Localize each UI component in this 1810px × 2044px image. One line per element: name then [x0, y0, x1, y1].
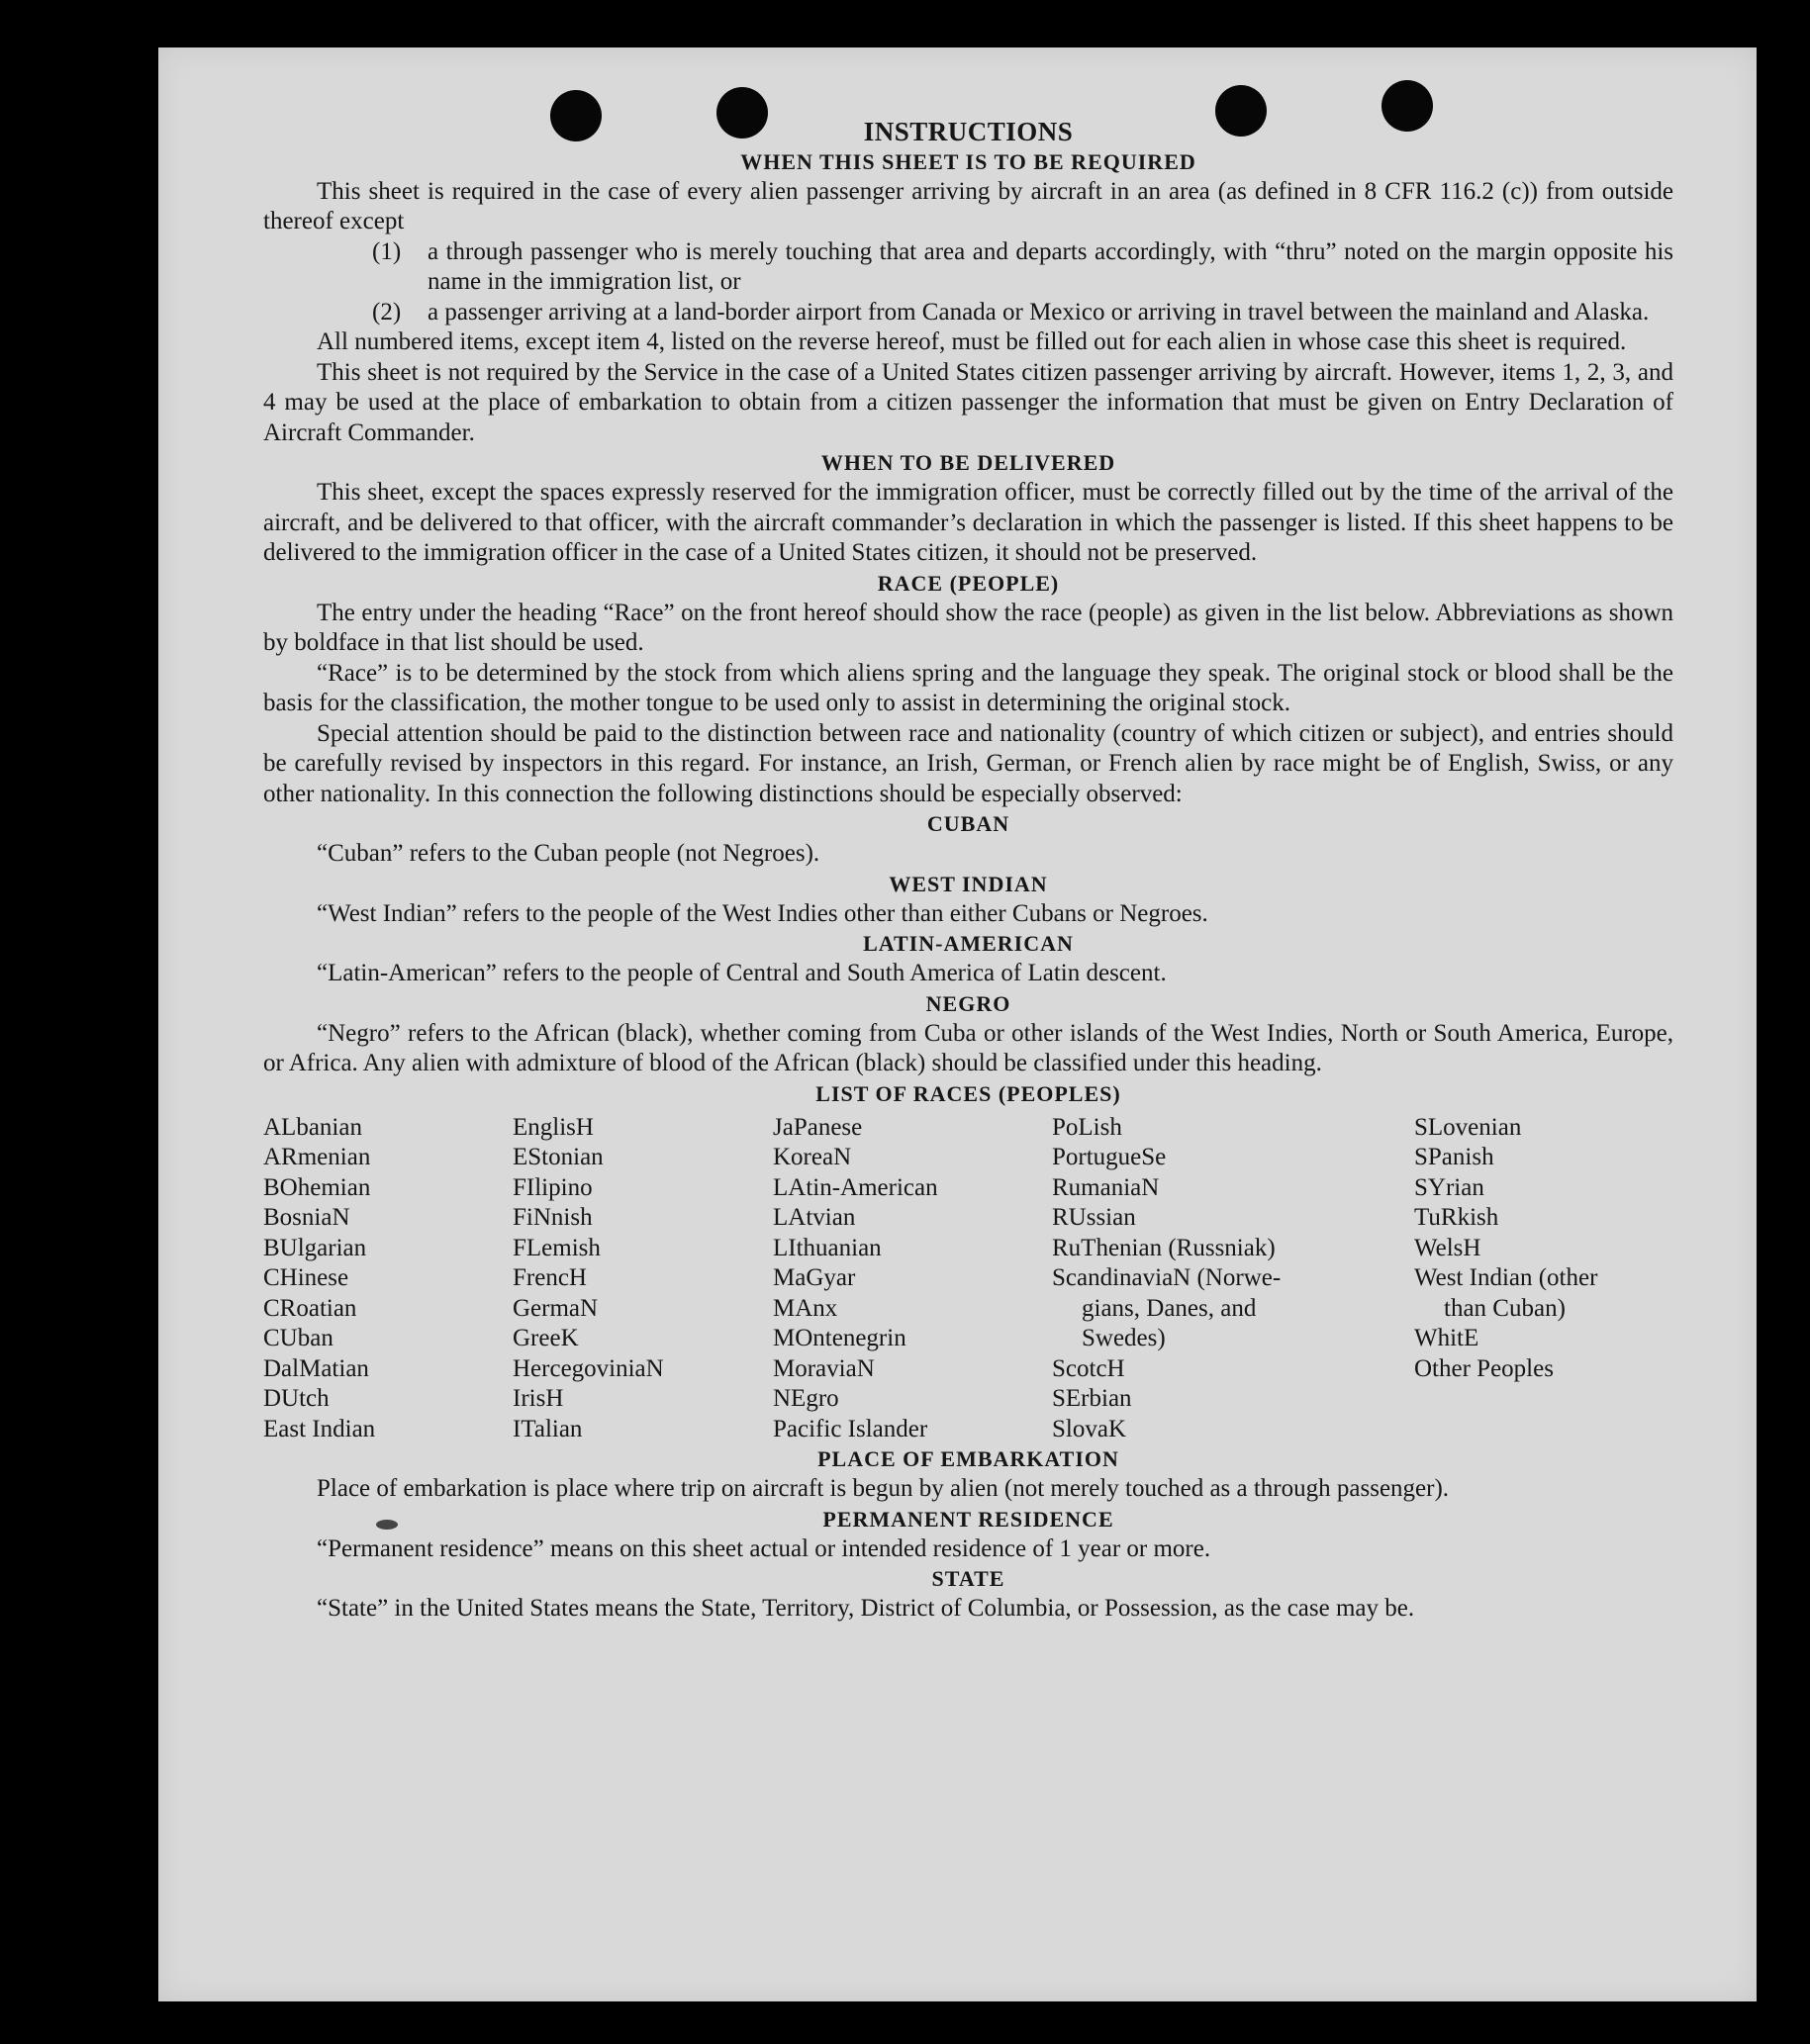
race-entry: ScandinaviaN (Norwe- — [1052, 1264, 1282, 1291]
paragraph: “Race” is to be determined by the stock from which aliens spring and the language they speak. The original stock or blood shall be the basis for the classification, the mother tongue to be used only to assist in determining the original stock. — [263, 659, 1673, 716]
paragraph: “Negro” refers to the African (black), whether coming from Cuba or other islands of the West Indies, North or South America, Europe, or Africa. Any alien with admixture of blood of the African (black) should be classified under this heading. — [263, 1019, 1673, 1076]
race-entry: DUtch — [263, 1385, 330, 1412]
race-entry: than Cuban) — [1444, 1294, 1566, 1322]
heading-list-of-races: LIST OF RACES (PEOPLES) — [815, 1080, 1121, 1106]
heading-required: WHEN THIS SHEET IS TO BE REQUIRED — [740, 148, 1196, 174]
race-entry: LAtin-American — [773, 1173, 938, 1201]
page-title: INSTRUCTIONS — [863, 117, 1074, 146]
race-entry: MAnx — [773, 1294, 838, 1322]
race-entry: Swedes) — [1082, 1325, 1166, 1351]
race-entry: SPanish — [1414, 1144, 1494, 1170]
item-text: a through passenger who is merely touching that area and departs accordingly, with “thru” noted on the margin opposite his name in the immigration list, or — [428, 237, 1673, 295]
numbered-item — [263, 237, 1673, 298]
paragraph: All numbered items, except item 4, listed on the reverse hereof, must be filled out for each alien in whose case this sheet is required. — [317, 328, 1627, 355]
paragraph: Special attention should be paid to the distinction between race and nationality (country of which citizen or subject), and entries should be carefully revised by inspectors in this regard. For instance, an Irish, German, or French alien by race might be of English, Swiss, or any other nationality. In this connection the following distinctions should be especially observed: — [263, 719, 1673, 807]
document-page — [158, 47, 1757, 2001]
race-entry: PoLish — [1052, 1113, 1122, 1141]
race-entry: FIlipino — [513, 1173, 593, 1201]
race-entry: SLovenian — [1414, 1113, 1522, 1141]
race-entry: WelsH — [1414, 1234, 1481, 1261]
race-entry: FrencH — [513, 1264, 587, 1291]
heading-state: STATE — [931, 1566, 1005, 1591]
race-entry: BosniaN — [263, 1204, 350, 1231]
race-entry: PortugueSe — [1052, 1144, 1167, 1170]
race-entry: CUban — [263, 1325, 333, 1351]
paragraph: “West Indian” refers to the people of the West Indies other than either Cubans or Negroes. — [317, 899, 1208, 927]
race-entry: East Indian — [263, 1415, 376, 1442]
race-entry: Other Peoples — [1414, 1354, 1554, 1382]
heading-latin-american: LATIN-AMERICAN — [863, 931, 1074, 956]
race-entry: IrisH — [513, 1385, 564, 1412]
heading-cuban: CUBAN — [926, 811, 1010, 836]
paragraph: This sheet is not required by the Service in the case of a United States citizen passenger arriving by aircraft. However, items 1, 2, 3, and 4 may be used at the place of embarkation to obtain from a citizen passenger the information that must be given on Entry Declaration of Aircraft Commander. — [263, 358, 1673, 446]
race-entry: gians, Danes, and — [1082, 1294, 1257, 1322]
race-entry: CHinese — [263, 1264, 349, 1291]
race-list — [263, 1113, 1673, 1445]
race-entry: GermaN — [513, 1294, 599, 1322]
race-entry: DalMatian — [263, 1354, 369, 1382]
paragraph: “Cuban” refers to the Cuban people (not Negroes). — [317, 840, 820, 867]
race-entry: ARmenian — [263, 1144, 371, 1170]
race-column — [1052, 1113, 1414, 1445]
heading-permanent-residence: PERMANENT RESIDENCE — [822, 1506, 1114, 1532]
race-entry: TuRkish — [1414, 1204, 1499, 1231]
race-entry: LIthuanian — [773, 1234, 882, 1261]
paragraph: This sheet, except the spaces expressly reserved for the immigration officer, must be correctly filled out by the time of the arrival of the aircraft, and be delivered to that officer, with the aircraft commander’s declaration in which the passenger is listed. If this sheet happens to be delivered to the immigration officer in the case of a United States citizen, it should not be preserved. — [263, 479, 1673, 566]
race-entry: RuThenian (Russniak) — [1052, 1234, 1276, 1261]
race-entry: SlovaK — [1052, 1415, 1126, 1442]
heading-embarkation: PLACE OF EMBARKATION — [817, 1446, 1119, 1471]
race-entry: MaGyar — [773, 1264, 856, 1291]
heading-race: RACE (PEOPLE) — [877, 570, 1060, 596]
race-entry: WhitE — [1414, 1325, 1479, 1351]
paragraph: The entry under the heading “Race” on the front hereof should show the race (people) as given in the list below. Abbreviations as shown by boldface in that list should be used. — [263, 599, 1673, 656]
race-entry: ScotcH — [1052, 1354, 1125, 1382]
paragraph: This sheet is required in the case of every alien passenger arriving by aircraft in an area (as defined in 8 CFR 116.2 (c)) from outside thereof except — [263, 177, 1673, 234]
race-entry: SYrian — [1414, 1173, 1484, 1201]
race-entry: EnglisH — [513, 1113, 594, 1141]
numbered-item — [263, 298, 1673, 328]
race-column — [513, 1113, 773, 1445]
paragraph: “Permanent residence” means on this sheet actual or intended residence of 1 year or more. — [317, 1534, 1211, 1562]
race-entry: LAtvian — [773, 1204, 856, 1231]
race-entry: West Indian (other — [1414, 1264, 1598, 1291]
paragraph: “Latin-American” refers to the people of Central and South America of Latin descent. — [317, 960, 1167, 986]
item-number: (1) — [372, 237, 402, 265]
race-entry: Pacific Islander — [773, 1415, 928, 1442]
race-entry: MOntenegrin — [773, 1325, 906, 1351]
item-number: (2) — [372, 298, 402, 325]
race-column — [1414, 1113, 1673, 1445]
race-entry: FLemish — [513, 1234, 601, 1261]
race-entry: ITalian — [513, 1415, 583, 1442]
race-entry: JaPanese — [773, 1113, 863, 1141]
race-entry: BUlgarian — [263, 1234, 367, 1261]
race-entry: RumaniaN — [1052, 1173, 1160, 1201]
paragraph: “State” in the United States means the State, Territory, District of Columbia, or Possession, as the case may be. — [317, 1595, 1415, 1622]
race-entry: FiNnish — [513, 1204, 593, 1231]
race-entry: KoreaN — [773, 1144, 852, 1170]
race-entry: CRoatian — [263, 1294, 357, 1322]
race-column — [263, 1113, 513, 1445]
race-entry: MoraviaN — [773, 1354, 875, 1382]
race-column — [773, 1113, 1052, 1445]
race-entry: HercegoviniaN — [513, 1354, 664, 1382]
item-text: a passenger arriving at a land-border airport from Canada or Mexico or arriving in travel between the mainland and Alaska. — [428, 298, 1650, 325]
race-entry: SErbian — [1052, 1385, 1132, 1412]
race-entry: RUssian — [1052, 1204, 1136, 1231]
heading-delivered: WHEN TO BE DELIVERED — [820, 450, 1116, 475]
race-entry: NEgro — [773, 1385, 839, 1412]
paragraph: Place of embarkation is place where trip on aircraft is begun by alien (not merely touched as a through passenger). — [317, 1475, 1450, 1502]
race-entry: BOhemian — [263, 1173, 371, 1201]
race-entry: ALbanian — [263, 1113, 362, 1141]
heading-negro: NEGRO — [925, 990, 1011, 1016]
race-entry: EStonian — [513, 1144, 604, 1170]
instructions-text — [263, 117, 1673, 1625]
heading-west-indian: WEST INDIAN — [889, 871, 1048, 896]
race-entry: GreeK — [513, 1325, 579, 1351]
